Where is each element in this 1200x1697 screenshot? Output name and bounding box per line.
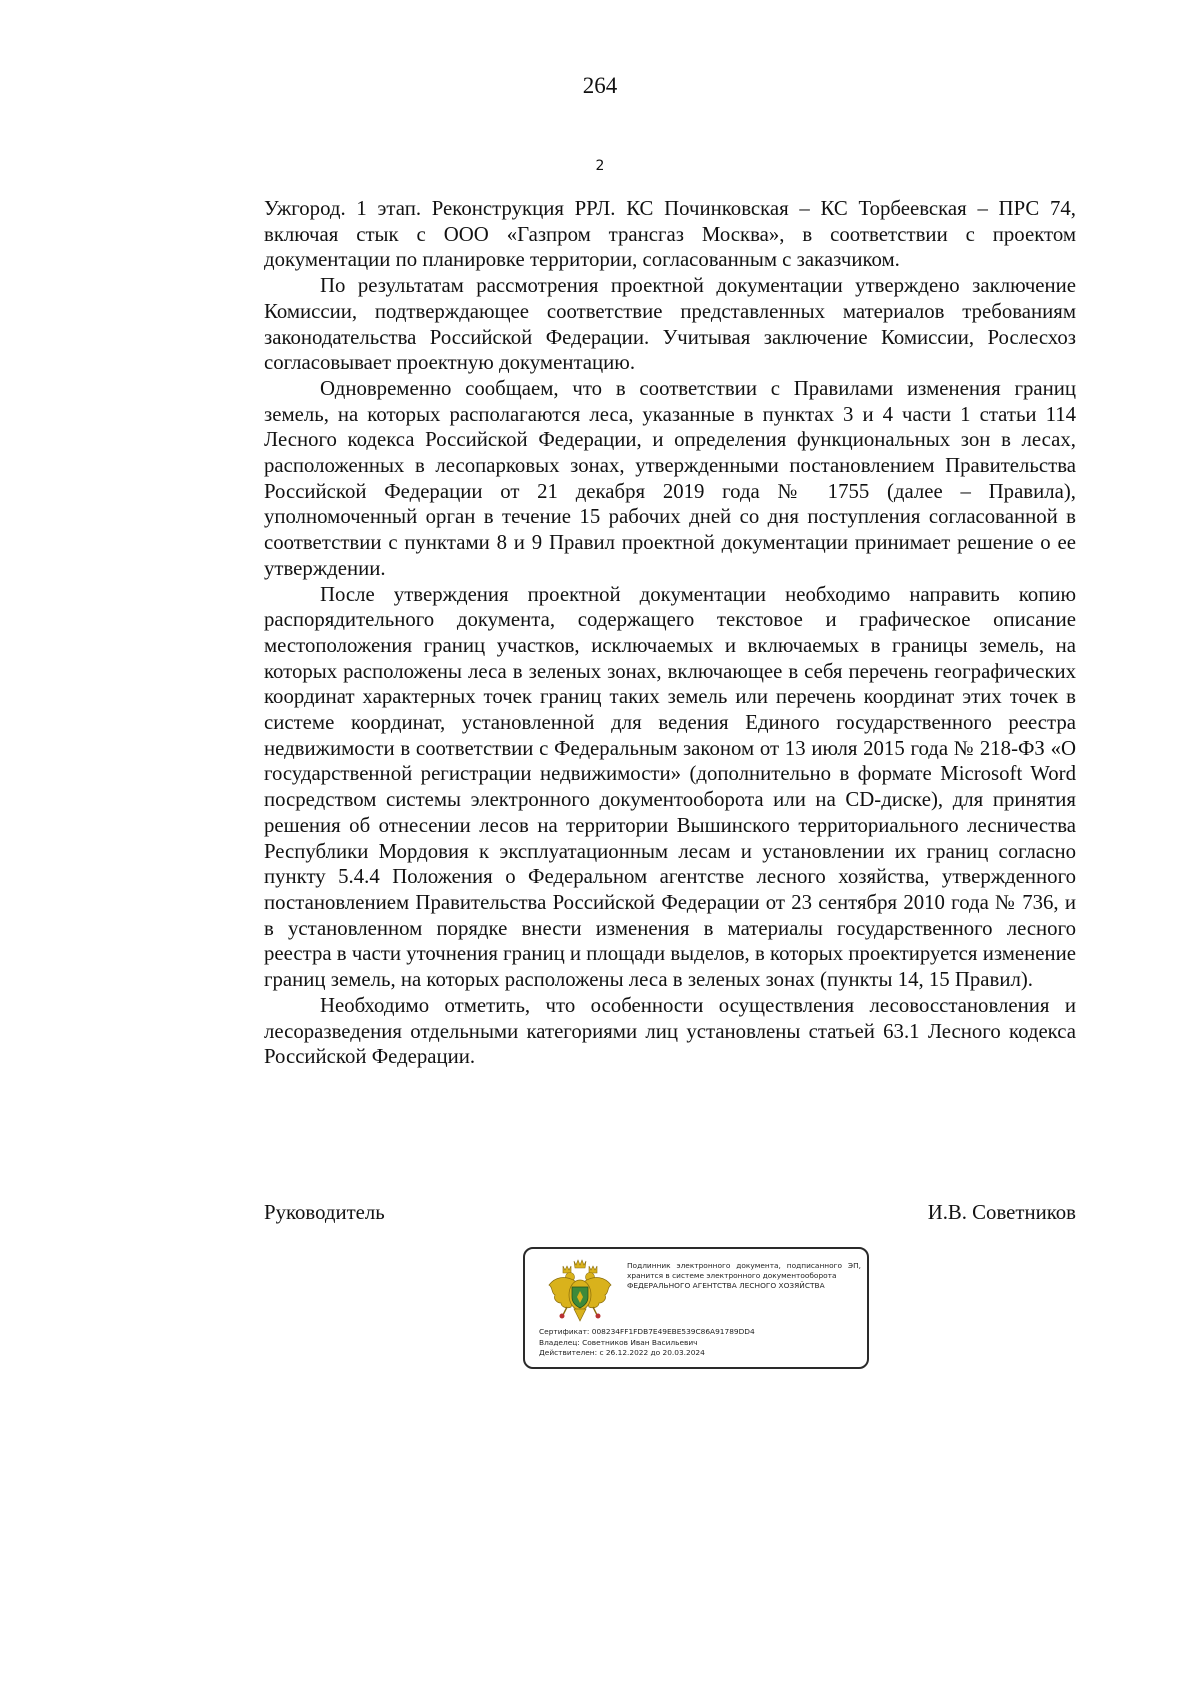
letter-page-number: 2 [595, 158, 605, 174]
paragraph: Необходимо отметить, что особенности осуществления лесовосстановления и лесоразведения отдельными категориями лиц установлены статьей 63.1 Лесного кодекса Российской Федерации. [264, 993, 1076, 1069]
stamp-details [539, 1327, 859, 1359]
coat-of-arms-icon [545, 1257, 615, 1327]
page-number: 264 [582, 73, 618, 98]
letter-body [264, 196, 1076, 1070]
signer-name: И.В. Советников [927, 1201, 1076, 1224]
paragraph: Одновременно сообщаем, что в соответствии с Правилами изменения границ земель, на которых располагаются леса, указанные в пунктах 3 и 4 части 1 статьи 114 Лесного кодекса Российской Федерации, и определения функциональных зон в лесах, расположенных в лесопарковых зонах, утвержденными постановлением Правительства Российской Федерации от 21 декабря 2019 года № 1755 (далее – Правила), уполномоченный орган в течение 15 рабочих дней со дня поступления согласованной в соответствии с пунктами 8 и 9 Правил проектной документации принимает решение о ее утверждении. [264, 376, 1076, 580]
paragraph: Ужгород. 1 этап. Реконструкция РРЛ. КС Починковская – КС Торбеевская – ПРС 74, включая стык с ООО «Газпром трансгаз Москва», в соответствии с проектом документации по планировке территории, согласованным с заказчиком. [264, 197, 1076, 272]
electronic-signature-stamp [523, 1247, 869, 1369]
stamp-notice-text: Подлинник электронного документа, подписанного ЭП, хранится в системе электронного документооборота [627, 1261, 861, 1280]
signer-title: Руководитель [264, 1201, 385, 1224]
stamp-validity: Действителен: с 26.12.2022 до 20.03.2024 [539, 1348, 705, 1358]
paragraph: После утверждения проектной документации необходимо направить копию распорядительного документа, содержащего текстовое и графическое описание местоположения границ участков, исключаемых и включаемых в границы земель, на которых расположены леса в зеленых зонах, включающее в себя перечень географических координат характерных точек границ таких земель или перечень координат этих точек в системе координат, установленной для ведения Единого государственного реестра недвижимости в соответствии с Федеральным законом от 13 июля 2015 года № 218-ФЗ «О государственной регистрации недвижимости» (дополнительно в формате Microsoft Word посредством системы электронного документооборота или на CD-диске), для принятия решения об отнесении лесов на территории Вышинского территориального лесничества Республики Мордовия к эксплуатационным лесам и установлении их границ согласно пункту 5.4.4 Положения о Федеральном агентстве лесного хозяйства, утвержденного постановлением Правительства Российской Федерации от 23 сентября 2010 года № 736, и в установленном порядке внести изменения в материалы государственного лесного реестра в части уточнения границ и площади выделов, в которых проектируется изменение границ земель, на которых расположены леса в зеленых зонах (пункты 14, 15 Правил). [264, 582, 1076, 992]
stamp-owner: Владелец: Советников Иван Васильевич [539, 1337, 698, 1347]
stamp-notice [627, 1261, 861, 1291]
stamp-certificate: Сертификат: 008234FF1FDB7E49EBE539C86A91789DD4 [539, 1327, 755, 1336]
stamp-agency: ФЕДЕРАЛЬНОГО АГЕНТСТВА ЛЕСНОГО ХОЗЯЙСТВА [627, 1281, 825, 1290]
paragraph: По результатам рассмотрения проектной документации утверждено заключение Комиссии, подтверждающее соответствие представленных материалов требованиям законодательства Российской Федерации. Учитывая заключение Комиссии, Рослесхоз согласовывает проектную документацию. [264, 274, 1076, 375]
